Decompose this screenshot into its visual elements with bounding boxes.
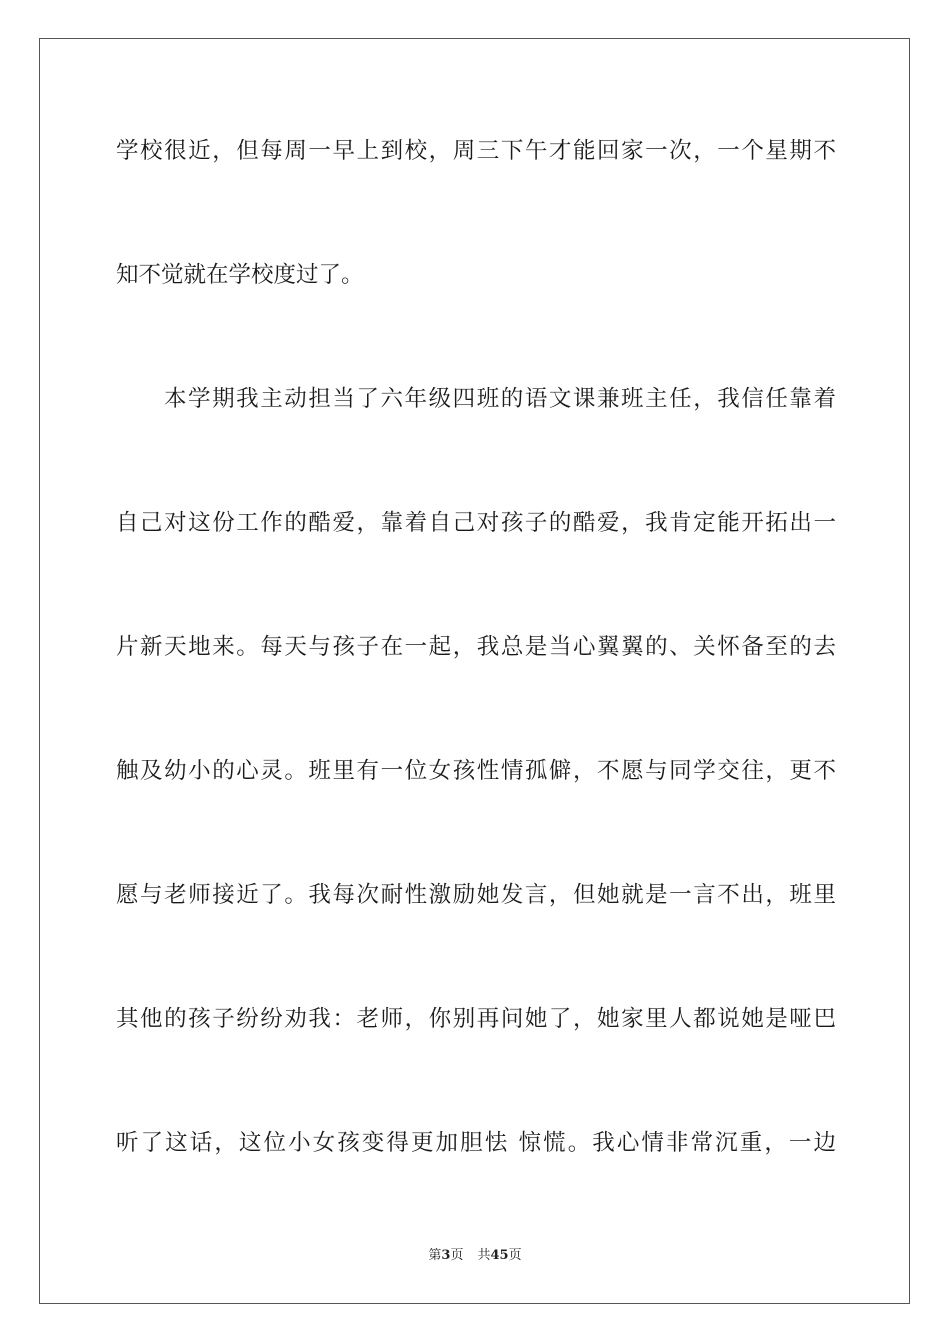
page-border	[39, 38, 910, 1304]
total-pages: 45	[490, 1248, 509, 1263]
text-line-2: 知不觉就在学校度过了。	[116, 262, 364, 288]
text-line-8: 其他的孩子纷纷劝我：老师，你别再问她了，她家里人都说她是哑巴	[116, 1006, 836, 1032]
text-line-4: 自己对这份工作的酷爱，靠着自己对孩子的酷爱，我肯定能开拓出一	[116, 510, 836, 536]
page-suffix: 页	[450, 1248, 464, 1263]
text-line-6: 触及幼小的心灵。班里有一位女孩性情孤僻，不愿与同学交往，更不	[116, 758, 836, 784]
text-line-7: 愿与老师接近了。我每次耐性激励她发言，但她就是一言不出，班里	[116, 882, 836, 908]
page-number: 3	[441, 1248, 451, 1263]
total-prefix: 共	[477, 1248, 491, 1263]
total-suffix: 页	[508, 1248, 522, 1263]
text-line-5: 片新天地来。每天与孩子在一起，我总是当心翼翼的、关怀备至的去	[116, 634, 836, 660]
page-footer	[0, 1247, 950, 1265]
text-line-9: 听了这话，这位小女孩变得更加胆怯 惊慌。我心情非常沉重，一边	[116, 1130, 836, 1156]
text-line-1: 学校很近，但每周一早上到校，周三下午才能回家一次，一个星期不	[116, 138, 836, 164]
text-line-3: 本学期我主动担当了六年级四班的语文课兼班主任，我信任靠着	[164, 386, 836, 412]
page-prefix: 第	[428, 1248, 442, 1263]
